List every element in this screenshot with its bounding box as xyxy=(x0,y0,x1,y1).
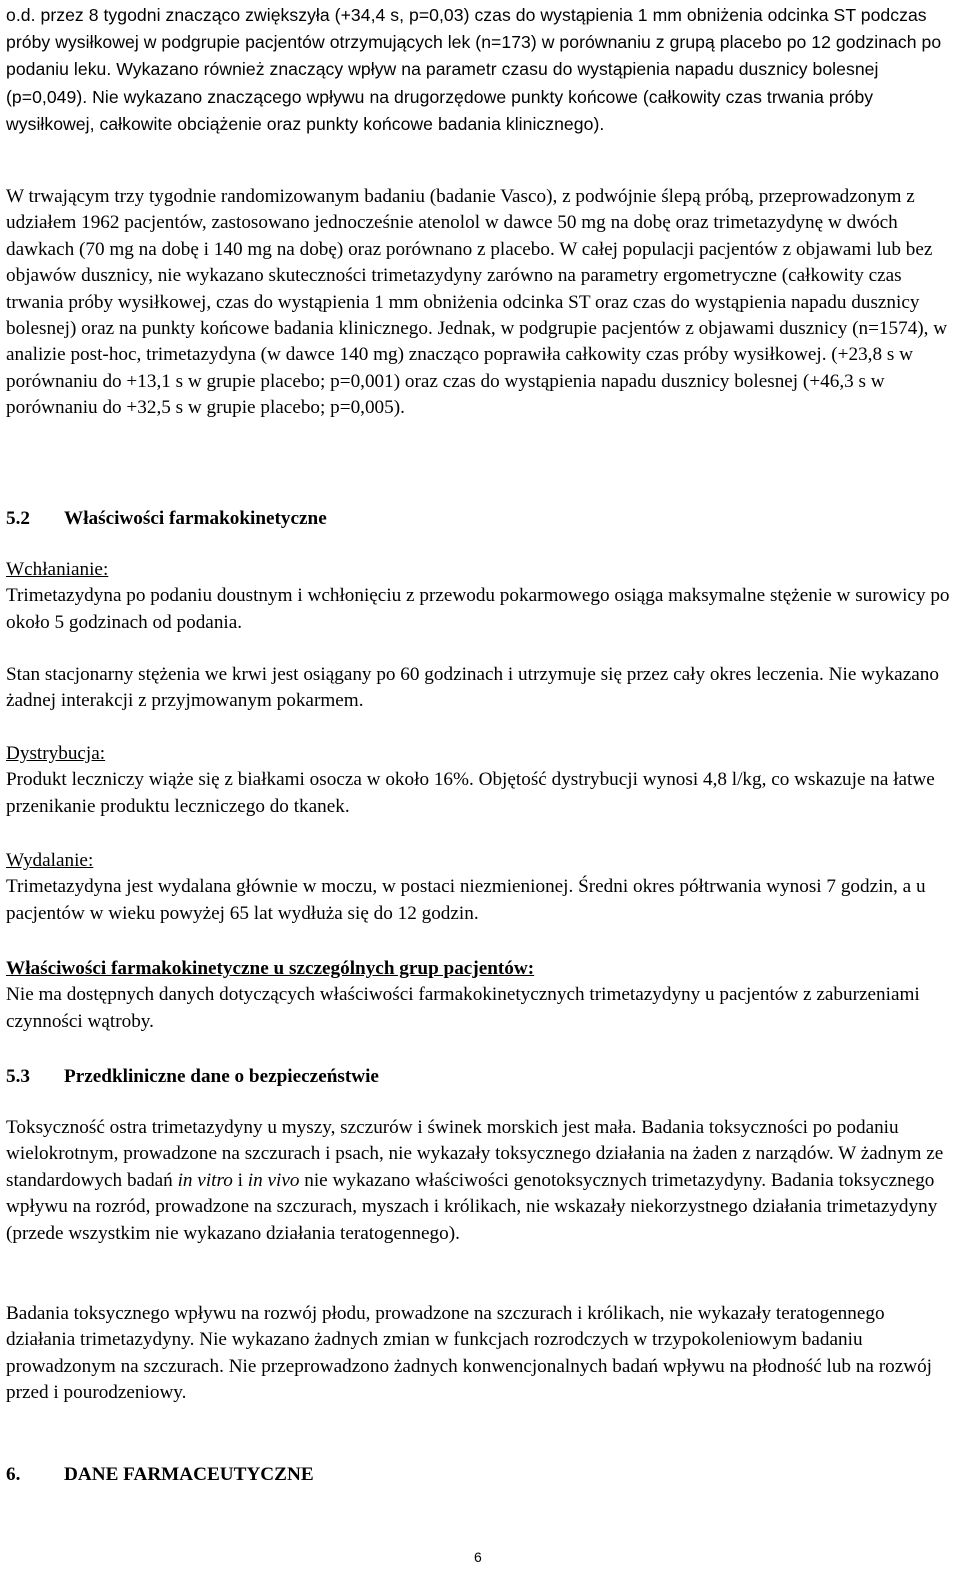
section-title: DANE FARMACEUTYCZNE xyxy=(64,1464,314,1485)
section-number: 5.3 xyxy=(6,1066,30,1087)
section-number: 5.2 xyxy=(6,508,30,529)
text-run: nie wykazano właściwości genotoksycznych trimetazydyny. Badania toksycznego wpływu na rozród, prowadzone na szczurach, myszach i królikach, nie wskazały niekorzystnego działania trimetazydyny (przede wszystkim nie wykazano działania teratogennego). xyxy=(6,1169,938,1244)
intro-paragraph xyxy=(6,2,950,138)
absorption-heading: Wchłanianie: xyxy=(6,559,109,580)
italic-in-vivo: in vivo xyxy=(247,1169,300,1191)
text-run: i xyxy=(232,1169,248,1191)
section-title: Przedkliniczne dane o bezpieczeństwie xyxy=(64,1066,379,1087)
italic-in-vitro: in vitro xyxy=(177,1169,233,1191)
elimination-block xyxy=(6,848,950,927)
distribution-heading: Dystrybucja: xyxy=(6,743,106,764)
section-number: 6. xyxy=(6,1464,21,1485)
distribution-block xyxy=(6,741,950,820)
page-number: 6 xyxy=(474,1549,482,1565)
section-5-3-heading xyxy=(6,1064,379,1090)
absorption-paragraph-2: Stan stacjonarny stężenia we krwi jest osiągany po 60 godzinach i utrzymuje się przez cały okres leczenia. Nie wykazano żadnej interakcji z przyjmowanym pokarmem. xyxy=(6,664,939,712)
absorption-block-2 xyxy=(6,662,950,715)
preclinical-paragraph-1 xyxy=(6,1115,950,1247)
section-6-heading xyxy=(6,1462,314,1488)
text-run: Toksyczność ostra trimetazydyny u myszy, szczurów i świnek morskich jest mała. Badania toksyczności po podaniu wielokrotnym, prowadzone na szczurach i psach, nie wykazały toksycznego działania na żaden z narządów. W żadnym ze standardowych badań xyxy=(6,1117,944,1191)
vasco-text: W trwającym trzy tygodnie randomizowanym badaniu (badanie Vasco), z podwójnie ślepą próbą, przeprowadzonym z udziałem 1962 pacjentów, zastosowano jednocześnie atenolol w dawce 50 mg na dobę oraz trimetazydynę w dwóch dawkach (70 mg na dobę i 140 mg na dobę) oraz porównano z placebo. W całej populacji pacjentów z objawami lub bez objawów dusznicy, nie wykazano skuteczności trimetazydyny zarówno na parametry ergometryczne (całkowity czas trwania próby wysiłkowej, czas do wystąpienia 1 mm obniżenia odcinka ST oraz czas do wystąpienia napadu dusznicy bolesnej) oraz na punkty końcowe badania klinicznego. Jednak, w podgrupie pacjentów z objawami dusznicy (n=1574), w analizie post-hoc, trimetazydyna (w dawce 140 mg) znacząco poprawiła całkowity czas próby wysiłkowej. (+23,8 s w porównaniu do +13,1 s w grupie placebo; p=0,001) oraz czas do wystąpienia napadu dusznicy bolesnej (+46,3 s w porównaniu do +32,5 s w grupie placebo; p=0,005). xyxy=(6,186,948,419)
preclinical-text-1 xyxy=(6,1115,950,1247)
special-populations-paragraph: Nie ma dostępnych danych dotyczących właściwości farmakokinetycznych trimetazydyny u pacjentów z zaburzeniami czynności wątroby. xyxy=(6,984,920,1032)
section-title: Właściwości farmakokinetyczne xyxy=(64,508,327,529)
section-5-2-heading xyxy=(6,506,327,532)
preclinical-text-2: Badania toksycznego wpływu na rozwój płodu, prowadzone na szczurach i królikach, nie wykazały teratogennego działania trimetazydyny. Nie wykazano żadnych zmian w funkcjach rozrodczych w trzypokoleniowym badaniu prowadzonym na szczurach. Nie przeprowadzono żadnych konwencjonalnych badań wpływu na płodność lub na rozwój przed i pourodzeniowy. xyxy=(6,1303,933,1404)
elimination-paragraph: Trimetazydyna jest wydalana głównie w moczu, w postaci niezmienionej. Średni okres półtrwania wynosi 7 godzin, a u pacjentów w wieku powyżej 65 lat wydłuża się do 12 godzin. xyxy=(6,876,926,924)
special-populations-block xyxy=(6,956,950,1035)
intro-text: o.d. przez 8 tygodni znacząco zwiększyła (+34,4 s, p=0,03) czas do wystąpienia 1 mm obniżenia odcinka ST podczas próby wysiłkowej w podgrupie pacjentów otrzymujących lek (n=173) w porównaniu z grupą placebo po 12 godzinach po podaniu leku. Wykazano również znaczący wpływ na parametr czasu do wystąpienia napadu dusznicy bolesnej (p=0,049). Nie wykazano znaczącego wpływu na drugorzędowe punkty końcowe (całkowity czas trwania próby wysiłkowej, całkowite obciążenie oraz punkty końcowe badania klinicznego). xyxy=(6,5,942,134)
special-populations-heading: Właściwości farmakokinetyczne u szczególnych grup pacjentów: xyxy=(6,958,535,979)
vasco-paragraph xyxy=(6,184,950,422)
preclinical-paragraph-2 xyxy=(6,1301,950,1407)
absorption-paragraph-1: Trimetazydyna po podaniu doustnym i wchłonięciu z przewodu pokarmowego osiąga maksymalne stężenie w surowicy po około 5 godzinach od podania. xyxy=(6,585,950,633)
elimination-heading: Wydalanie: xyxy=(6,850,94,871)
absorption-block xyxy=(6,557,950,636)
distribution-paragraph: Produkt leczniczy wiąże się z białkami osocza w około 16%. Objętość dystrybucji wynosi 4,8 l/kg, co wskazuje na łatwe przenikanie produktu leczniczego do tkanek. xyxy=(6,769,935,817)
